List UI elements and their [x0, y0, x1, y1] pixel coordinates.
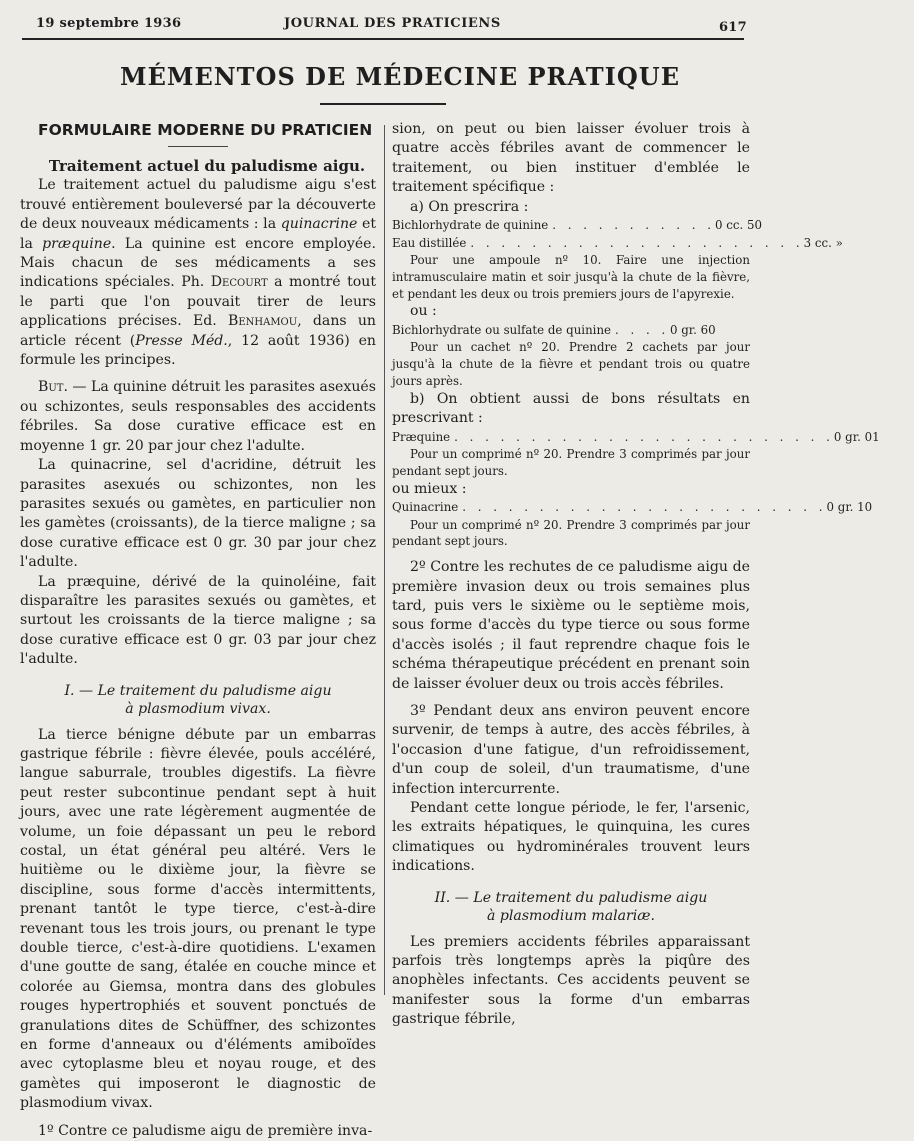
long-period-paragraph: Pendant cette longue période, le fer, l'arsenic, les extraits hépatiques, le quinquina, les cures climatiques ou hydrominérales trouvent leurs indications.	[392, 800, 750, 875]
page-title: MÉMENTOS DE MÉDECINE PRATIQUE	[120, 62, 680, 91]
praequine-paragraph: La præquine, dérivé de la quinoléine, fait disparaître les parasites sexués ou gamètes, et surtout les croissants de la tierce maligne ; sa dose curative efficace est 0 gr. 03 par jour chez l'adulte.	[20, 573, 376, 668]
instruction-a: Pour une ampoule nº 10. Faire une injection intramusculaire matin et soir jusqu'à la chute de la fièvre, et pendant les deux ou trois premiers jours de l'apyrexie.	[392, 253, 750, 301]
section-heading: FORMULAIRE MODERNE DU PRATICIEN	[38, 121, 373, 139]
title-rule	[320, 103, 446, 105]
malariae-paragraph: Les premiers accidents fébriles apparaissant parfois très longtemps après la piqûre des anophèles infectants. Ces accidents peuvent se manifester sous la forme d'un embarras gastrique fébrile,	[392, 933, 750, 1028]
right-column	[392, 120, 880, 1030]
instruction-c: Pour un comprimé nº 20. Prendre 3 comprimés par jour pendant sept jours.	[392, 517, 750, 549]
part-one-title: I. — Le traitement du paludisme aigu à plasmodium vivax.	[64, 682, 332, 717]
first-point-paragraph: 1º Contre ce paludisme aigu de première inva-	[38, 1122, 373, 1139]
instruction-a2: Pour un cachet nº 20. Prendre 2 cachets par jour jusqu'à la chute de la fièvre et pendant trois ou quatre jours après.	[392, 340, 750, 388]
intro-paragraph: Le traitement actuel du paludisme aigu s'est trouvé entièrement bouleversé par la découverte de deux nouveaux médicaments : la quinacrine et la præquine. La quinine est encore employée. Mais chacun de ses médicaments a ses indications spéciales. Ph. Decourt a montré tout le parti que l'on pouvait tirer de leurs applications précises. Ed. Benhamou, dans un article récent (Presse Méd., 12 août 1936) en formule les principes.	[20, 177, 376, 369]
or-better-label: ou mieux :	[392, 480, 467, 497]
journal-name: JOURNAL DES PRATICIENS	[284, 16, 501, 31]
left-column	[20, 120, 376, 1141]
running-header	[22, 14, 745, 40]
formula-line: Præquine . . . . . . . . . . . . . . . . . . . . . . . . . 0 gr. 01	[392, 429, 880, 444]
but-paragraph: But. — La quinine détruit les parasites asexués ou schizontes, seuls responsables des accidents fébriles. Sa dose curative efficace est en moyenne 1 gr. 20 par jour chez l'adulte.	[20, 379, 376, 454]
section-rule	[168, 146, 228, 147]
header-rule	[22, 38, 744, 40]
tierce-paragraph: La tierce bénigne débute par un embarras gastrique fébrile : fièvre élevée, pouls accéléré, langue saburrale, troubles digestifs. La fièvre peut rester subcontinue pendant sept à huit jours, avec une rate légèrement augmentée de volume, un foie dépassant un peu le rebord costal, un état général peu altéré. Vers le huitième ou le dixième jour, la fièvre se discipline, sous forme d'accès intermittents, prenant tantôt le type tierce, c'est-à-dire revenant tous les trois jours, ou prenant le type double tierce, c'est-à-dire quotidiens. L'examen d'une goutte de sang, étalée en couche mince et colorée au Giemsa, montra dans des globules rouges hypertrophiés et souvent ponctués de granulations dites de Schüffner, des schizontes en forme d'anneaux ou d'éléments amiboïdes avec cytoplasme bleu et noyau rouge, et des gamètes qui imposeront le diagnostic de plasmodium vivax.	[20, 726, 376, 1112]
part-two-title: II. — Le traitement du paludisme aigu à plasmodium malariæ.	[434, 889, 708, 924]
option-a: a) On prescrira :	[410, 198, 529, 215]
continuation-paragraph: sion, on peut ou bien laisser évoluer trois à quatre accès fébriles avant de commencer le traitement, ou bien instituer d'emblée le traitement spécifique :	[392, 121, 750, 196]
issue-date: 19 septembre 1936	[36, 16, 182, 31]
column-divider	[384, 125, 385, 995]
instruction-b: Pour un comprimé nº 20. Prendre 3 comprimés par jour pendant sept jours.	[392, 447, 750, 478]
article-subheading: Traitement actuel du paludisme aigu.	[48, 157, 366, 175]
relapse-paragraph: 2º Contre les rechutes de ce paludisme aigu de première invasion deux ou trois semaines plus tard, puis vers le sixième ou le septième mois, sous forme d'accès du type tierce ou sous forme d'accès isolés ; il faut reprendre chaque fois le schéma thérapeutique précédent en prenant soin de laisser évoluer deux ou trois accès fébriles.	[392, 559, 750, 692]
third-point-paragraph: 3º Pendant deux ans environ peuvent encore survenir, de temps à autre, des accès fébriles, à l'occasion d'une fatigue, d'un refroidissement, d'un coup de soleil, d'un traumatisme, d'une infection intercurrente.	[392, 702, 750, 797]
formula-line: Bichlorhydrate de quinine . . . . . . . . . . . 0 cc. 50	[392, 218, 763, 233]
formula-line: Bichlorhydrate ou sulfate de quinine . . . . 0 gr. 60	[392, 322, 716, 337]
formula-line: Quinacrine . . . . . . . . . . . . . . . . . . . . . . . . 0 gr. 10	[392, 500, 873, 515]
formula-line: Eau distillée . . . . . . . . . . . . . . . . . . . . . . 3 cc. »	[392, 235, 843, 250]
quinacrine-paragraph: La quinacrine, sel d'acridine, détruit les parasites asexués ou schizontes, non les parasites sexués ou gamètes, en particulier non les gamètes (croissants), de la tierce maligne ; sa dose curative efficace est 0 gr. 30 par jour chez l'adulte.	[20, 457, 376, 571]
or-label: ou :	[410, 303, 437, 320]
option-b: b) On obtient aussi de bons résultats en prescrivant :	[392, 390, 750, 427]
page-number: 617	[718, 20, 747, 35]
